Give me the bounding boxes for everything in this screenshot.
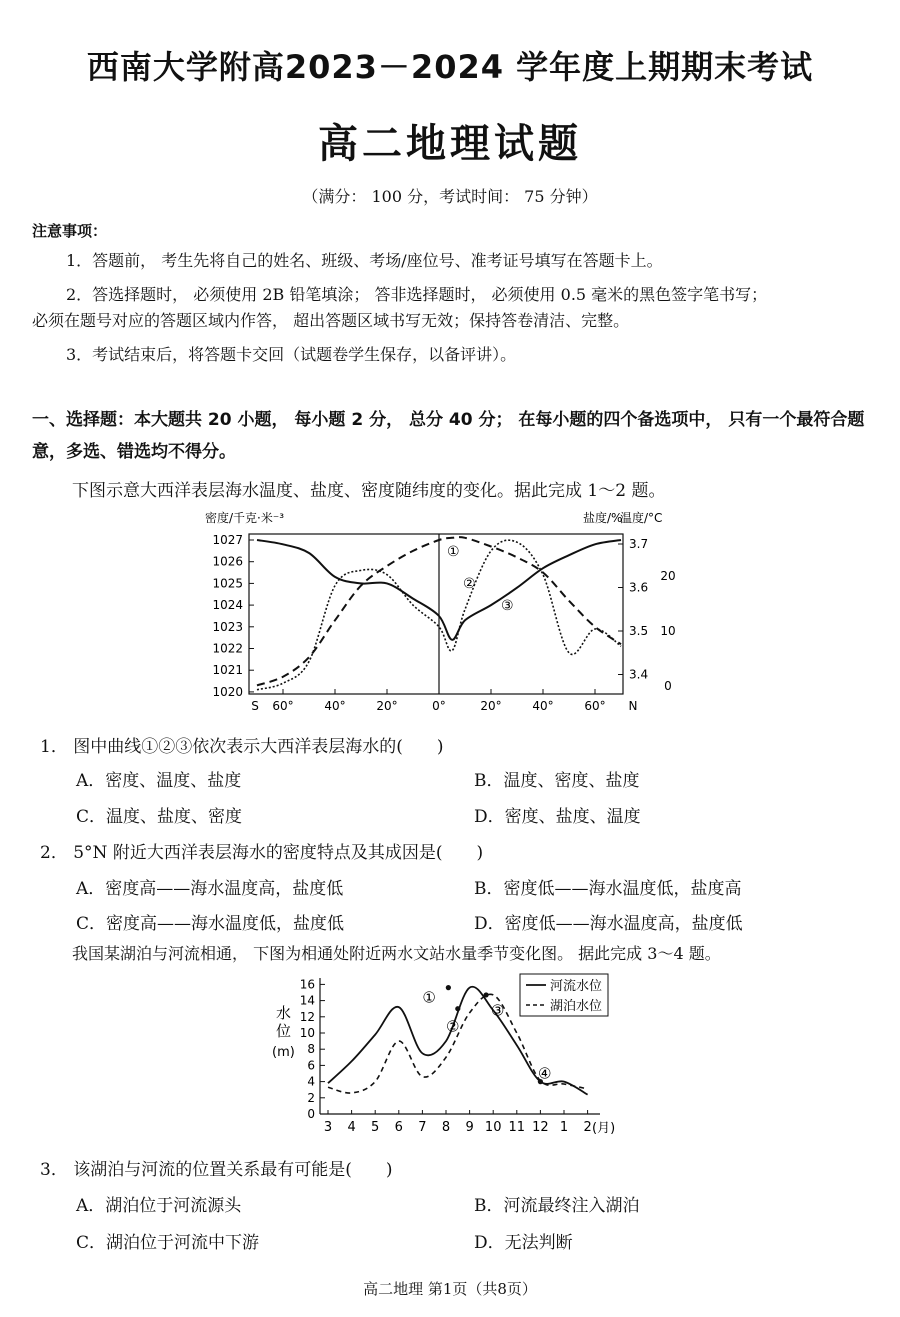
note-2a: 2．答选择题时， 必须使用 2B 铅笔填涂； 答非选择题时， 必须使用 0.5 毫米的黑色签字笔书写； bbox=[66, 285, 768, 304]
intro-q3-4: 我国某湖泊与河流相通， 下图为相通处附近两水文站水量季节变化图。 据此完成 3～4 题。 bbox=[72, 944, 721, 963]
month-tick-label: 8 bbox=[441, 1120, 451, 1135]
density-tick-label: 1026 bbox=[212, 554, 243, 569]
legend-lake-label: 湖泊水位 bbox=[550, 999, 603, 1014]
salinity-tick-label: 3.6 bbox=[629, 580, 649, 595]
density-tick-label: 1024 bbox=[212, 598, 243, 613]
temperature-tick-label: 10 bbox=[660, 624, 676, 638]
latitude-tick-label: N bbox=[628, 699, 638, 713]
q1-option-a: A．密度、温度、盐度 bbox=[76, 771, 242, 791]
density-tick-label: 1023 bbox=[212, 619, 243, 634]
month-tick-label: 1 bbox=[559, 1120, 569, 1135]
marker-label: ④ bbox=[538, 1064, 552, 1083]
legend-river-label: 河流水位 bbox=[550, 979, 603, 994]
month-tick-label: 12 bbox=[532, 1120, 549, 1135]
marker-label: ② bbox=[446, 1017, 460, 1036]
latitude-tick-label: 40° bbox=[324, 699, 346, 713]
water-level-chart bbox=[270, 968, 620, 1146]
salinity-tick-label: 3.4 bbox=[629, 667, 649, 682]
density-tick-label: 1025 bbox=[212, 576, 243, 591]
level-tick-label: 8 bbox=[307, 1042, 315, 1057]
density-tick-label: 1022 bbox=[212, 641, 243, 656]
y-label-char-1: 水 bbox=[276, 1004, 292, 1022]
marker-1: ① bbox=[447, 544, 460, 560]
latitude-tick-label: 40° bbox=[532, 699, 554, 713]
month-tick-label: 7 bbox=[418, 1120, 427, 1135]
q2-option-c: C．密度高——海水温度低，盐度低 bbox=[76, 914, 345, 934]
month-tick-label: 9 bbox=[465, 1120, 474, 1135]
question-3-stem: 3． 该湖泊与河流的位置关系最有可能是( ) bbox=[40, 1160, 393, 1180]
density-tick-label: 1027 bbox=[212, 533, 243, 547]
q1-option-d: D．密度、盐度、温度 bbox=[474, 807, 641, 827]
density-axis-label: 密度/千克·米⁻³ bbox=[205, 511, 285, 525]
marker-label: ③ bbox=[490, 1001, 505, 1020]
latitude-tick-label: 60° bbox=[584, 699, 606, 713]
level-tick-label: 0 bbox=[307, 1107, 315, 1121]
q3-option-c: C．湖泊位于河流中下游 bbox=[76, 1233, 260, 1253]
month-tick-label: 11 bbox=[508, 1120, 526, 1135]
month-tick-label: 3 bbox=[323, 1120, 333, 1135]
temperature-tick-label: 0 bbox=[664, 679, 672, 693]
note-1: 1．答题前， 考生先将自己的姓名、班级、考场/座位号、准考证号填写在答题卡上。 bbox=[66, 251, 663, 270]
notes-title: 注意事项： bbox=[32, 222, 108, 240]
y-label-char-2: 位 bbox=[276, 1022, 292, 1040]
level-tick-label: 2 bbox=[307, 1090, 315, 1105]
q2-option-d: D．密度低——海水温度高，盐度低 bbox=[474, 914, 743, 934]
density-tick-label: 1020 bbox=[212, 684, 243, 699]
month-tick-label: 4 bbox=[347, 1120, 356, 1135]
salinity-axis-label: 盐度/% bbox=[583, 511, 623, 525]
level-tick-label: 12 bbox=[299, 1009, 315, 1024]
level-tick-label: 4 bbox=[307, 1074, 315, 1089]
subject-title: 高二地理试题 bbox=[318, 121, 582, 167]
marker-dot bbox=[455, 1006, 460, 1011]
salinity-tick-label: 3.5 bbox=[629, 624, 649, 638]
y-label-unit: (m) bbox=[272, 1045, 295, 1060]
marker-3: ③ bbox=[501, 598, 514, 614]
marker-2: ② bbox=[463, 576, 476, 592]
x-axis-unit: (月) bbox=[592, 1121, 616, 1136]
q1-option-b: B．温度、密度、盐度 bbox=[474, 771, 640, 791]
salinity-tick-label: 3.7 bbox=[629, 537, 649, 551]
density-tick-label: 1021 bbox=[212, 663, 243, 678]
month-tick-label: 10 bbox=[484, 1120, 502, 1135]
q1-option-c: C．温度、盐度、密度 bbox=[76, 807, 243, 827]
intro-q1-2: 下图示意大西洋表层海水温度、盐度、密度随纬度的变化。据此完成 1～2 题。 bbox=[72, 481, 666, 501]
score-time-line: （满分： 100 分，考试时间： 75 分钟） bbox=[302, 187, 598, 206]
q2-option-b: B．密度低——海水温度低，盐度高 bbox=[474, 879, 742, 899]
question-2-stem: 2． 5°N 附近大西洋表层海水的密度特点及其成因是( ) bbox=[40, 843, 484, 863]
q3-option-b: B．河流最终注入湖泊 bbox=[474, 1196, 640, 1216]
marker-label: ① bbox=[422, 988, 436, 1007]
month-tick-label: 6 bbox=[394, 1120, 403, 1135]
q3-option-d: D．无法判断 bbox=[474, 1233, 573, 1253]
school-exam-title: 西南大学附高2023－2024 学年度上期期末考试 bbox=[86, 48, 814, 86]
latitude-tick-label: 0° bbox=[432, 699, 446, 713]
marker-dot bbox=[446, 985, 451, 990]
page-footer: 高二地理 第1页（共8页） bbox=[363, 1280, 537, 1298]
level-tick-label: 6 bbox=[307, 1058, 315, 1073]
latitude-tick-label: 20° bbox=[376, 699, 398, 713]
level-tick-label: 14 bbox=[299, 993, 315, 1008]
marker-dot bbox=[484, 992, 489, 997]
latitude-tick-label: 20° bbox=[480, 699, 502, 713]
note-3: 3．考试结束后，将答题卡交回（试题卷学生保存，以备评讲）。 bbox=[66, 345, 517, 364]
q2-option-a: A．密度高——海水温度高，盐度低 bbox=[76, 879, 344, 899]
temperature-axis-label: 温度/°C bbox=[620, 511, 663, 525]
temperature-tick-label: 20 bbox=[660, 569, 676, 583]
latitude-tick-label: S bbox=[251, 699, 259, 713]
q3-option-a: A．湖泊位于河流源头 bbox=[76, 1196, 242, 1216]
atlantic-chart bbox=[195, 508, 676, 723]
month-tick-label: 2 bbox=[583, 1120, 592, 1135]
note-2b: 必须在题号对应的答题区域内作答， 超出答题区域书写无效；保持答卷清洁、完整。 bbox=[32, 311, 630, 330]
level-tick-label: 10 bbox=[299, 1026, 315, 1040]
month-tick-label: 5 bbox=[371, 1120, 380, 1135]
question-1-stem: 1． 图中曲线①②③依次表示大西洋表层海水的( ) bbox=[40, 737, 444, 757]
latitude-tick-label: 60° bbox=[272, 699, 294, 713]
level-tick-label: 16 bbox=[299, 977, 315, 992]
section-heading: 一、选择题：本大题共 20 小题， 每小题 2 分， 总分 40 分； 在每小题的四个备选项中， 只有一个最符合题意，多选、错选均不得分。 bbox=[32, 410, 865, 462]
